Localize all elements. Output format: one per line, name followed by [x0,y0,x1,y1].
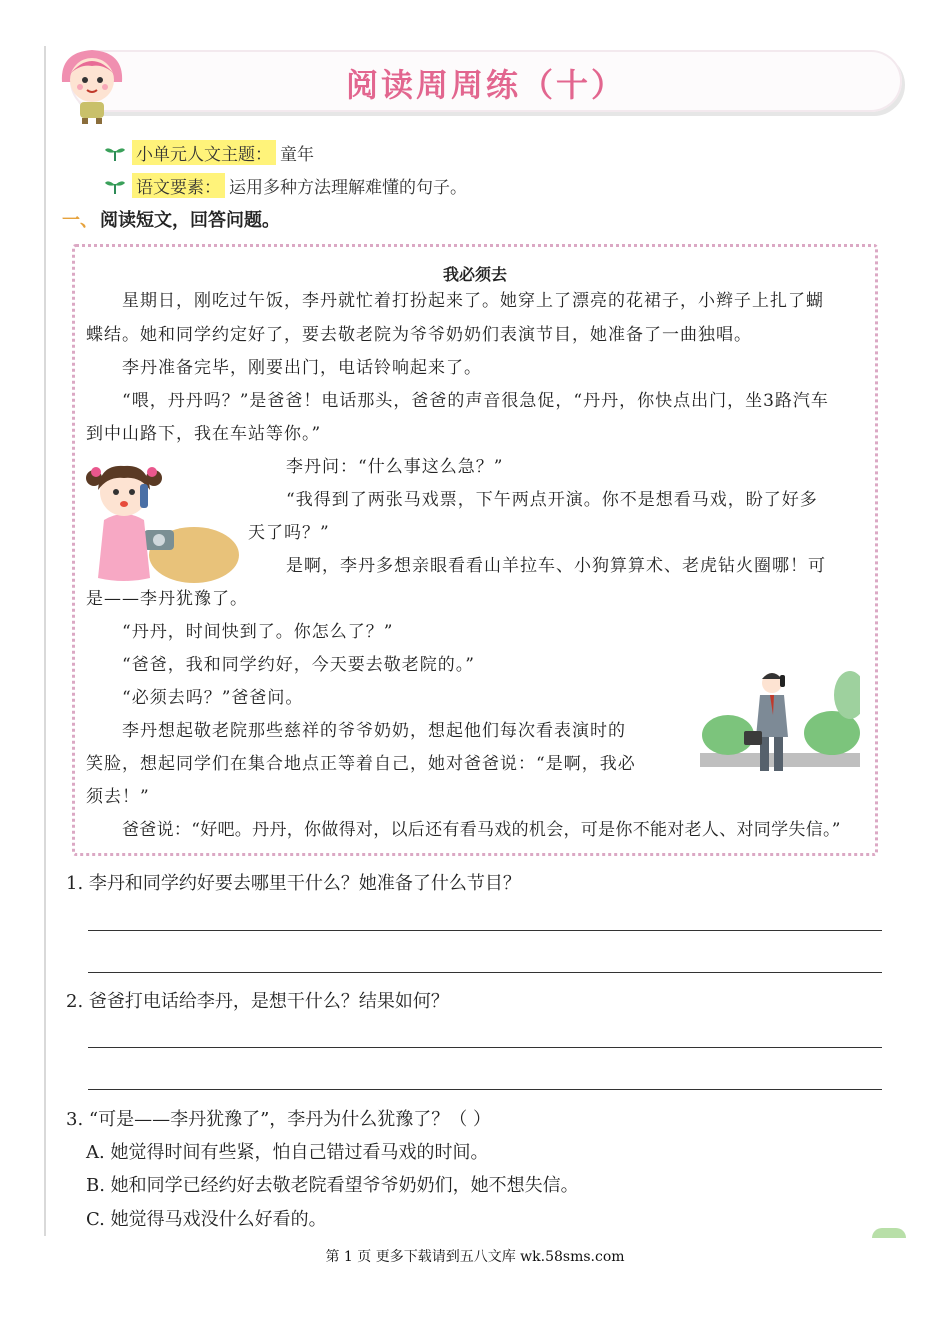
passage-line: 李丹准备完毕，刚要出门，电话铃响起来了。 [122,358,482,378]
girl-on-phone-illustration [84,460,239,585]
unit-theme-line [104,140,314,165]
question-2: 2. 爸爸打电话给李丹，是想干什么？结果如何？ [66,991,449,1012]
passage-line: 星期日，刚吃过午饭，李丹就忙着打扮起来了。她穿上了漂亮的花裙子，小辫子上扎了蝴 [122,291,824,311]
sprout-icon [104,177,126,195]
mascot-icon [52,44,132,124]
unit-theme-label: 小单元人文主题： [132,140,276,165]
question-1: 1. 李丹和同学约好要去哪里干什么？她准备了什么节目？ [66,873,521,894]
passage-line: “喂，丹丹吗？”是爸爸！电话那头，爸爸的声音很急促，“丹丹，你快点出门，坐3路汽车 [122,391,829,411]
option-c[interactable]: C. 她觉得马戏没什么好看的。 [86,1209,327,1230]
option-b[interactable]: B. 她和同学已经约好去敬老院看望爷爷奶奶们，她不想失信。 [86,1175,579,1196]
option-a[interactable]: A. 她觉得时间有些紧，怕自己错过看马戏的时间。 [86,1142,489,1163]
language-element-label: 语文要素： [132,173,225,198]
passage-line: “丹丹，时间快到了。你怎么了？” [122,622,394,642]
passage-line: 蝶结。她和同学约定好了，要去敬老院为爷爷奶奶们表演节目，她准备了一曲独唱。 [86,325,752,345]
page-footer: 第 1 页 更多下载请到五八文库 wk.58sms.com [325,1249,625,1265]
passage-line: 李丹问：“什么事这么急？” [286,457,504,477]
man-with-briefcase-illustration [700,665,860,783]
page-edge [44,46,46,1236]
passage-line: “必须去吗？”爸爸问。 [122,688,304,708]
unit-theme-value: 童年 [280,145,314,165]
passage-line: 是——李丹犹豫了。 [86,589,248,609]
language-element-line [104,173,467,198]
question-3: 3. “可是——李丹犹豫了”，李丹为什么犹豫了？（ ） [66,1109,492,1130]
passage-line: 李丹想起敬老院那些慈祥的爷爷奶奶，想起他们每次看表演时的 [122,721,626,741]
section-heading-text: 阅读短文，回答问题。 [100,210,280,231]
language-element-value: 运用多种方法理解难懂的句子。 [229,178,467,198]
sprout-icon [104,144,126,162]
passage-title: 我必须去 [442,265,507,284]
page-corner-decoration [872,1228,906,1238]
passage-line: 到中山路下，我在车站等你。” [86,424,322,444]
page-title: 阅读周周练（十） [345,66,626,104]
passage-line: “我得到了两张马戏票，下午两点开演。你不是想看马戏，盼了好多 [286,490,818,510]
section-number: 一、 [62,210,98,231]
answer-line[interactable] [88,972,882,973]
passage-line: 天了吗？” [248,523,330,543]
title-banner [70,50,902,112]
passage-line: “爸爸，我和同学约好，今天要去敬老院的。” [122,655,475,675]
answer-line[interactable] [88,930,882,931]
answer-line[interactable] [88,1089,882,1090]
passage-line: 是啊，李丹多想亲眼看看山羊拉车、小狗算算术、老虎钻火圈哪！可 [286,556,826,576]
passage-line: 爸爸说：“好吧。丹丹，你做得对，以后还有看马戏的机会，可是你不能对老人、对同学失信。” [122,820,841,840]
answer-line[interactable] [88,1047,882,1048]
passage-line: 须去！” [86,787,150,807]
section-heading [62,206,280,232]
passage-line: 笑脸，想起同学们在集合地点正等着自己，她对爸爸说：“是啊，我必 [86,754,636,774]
